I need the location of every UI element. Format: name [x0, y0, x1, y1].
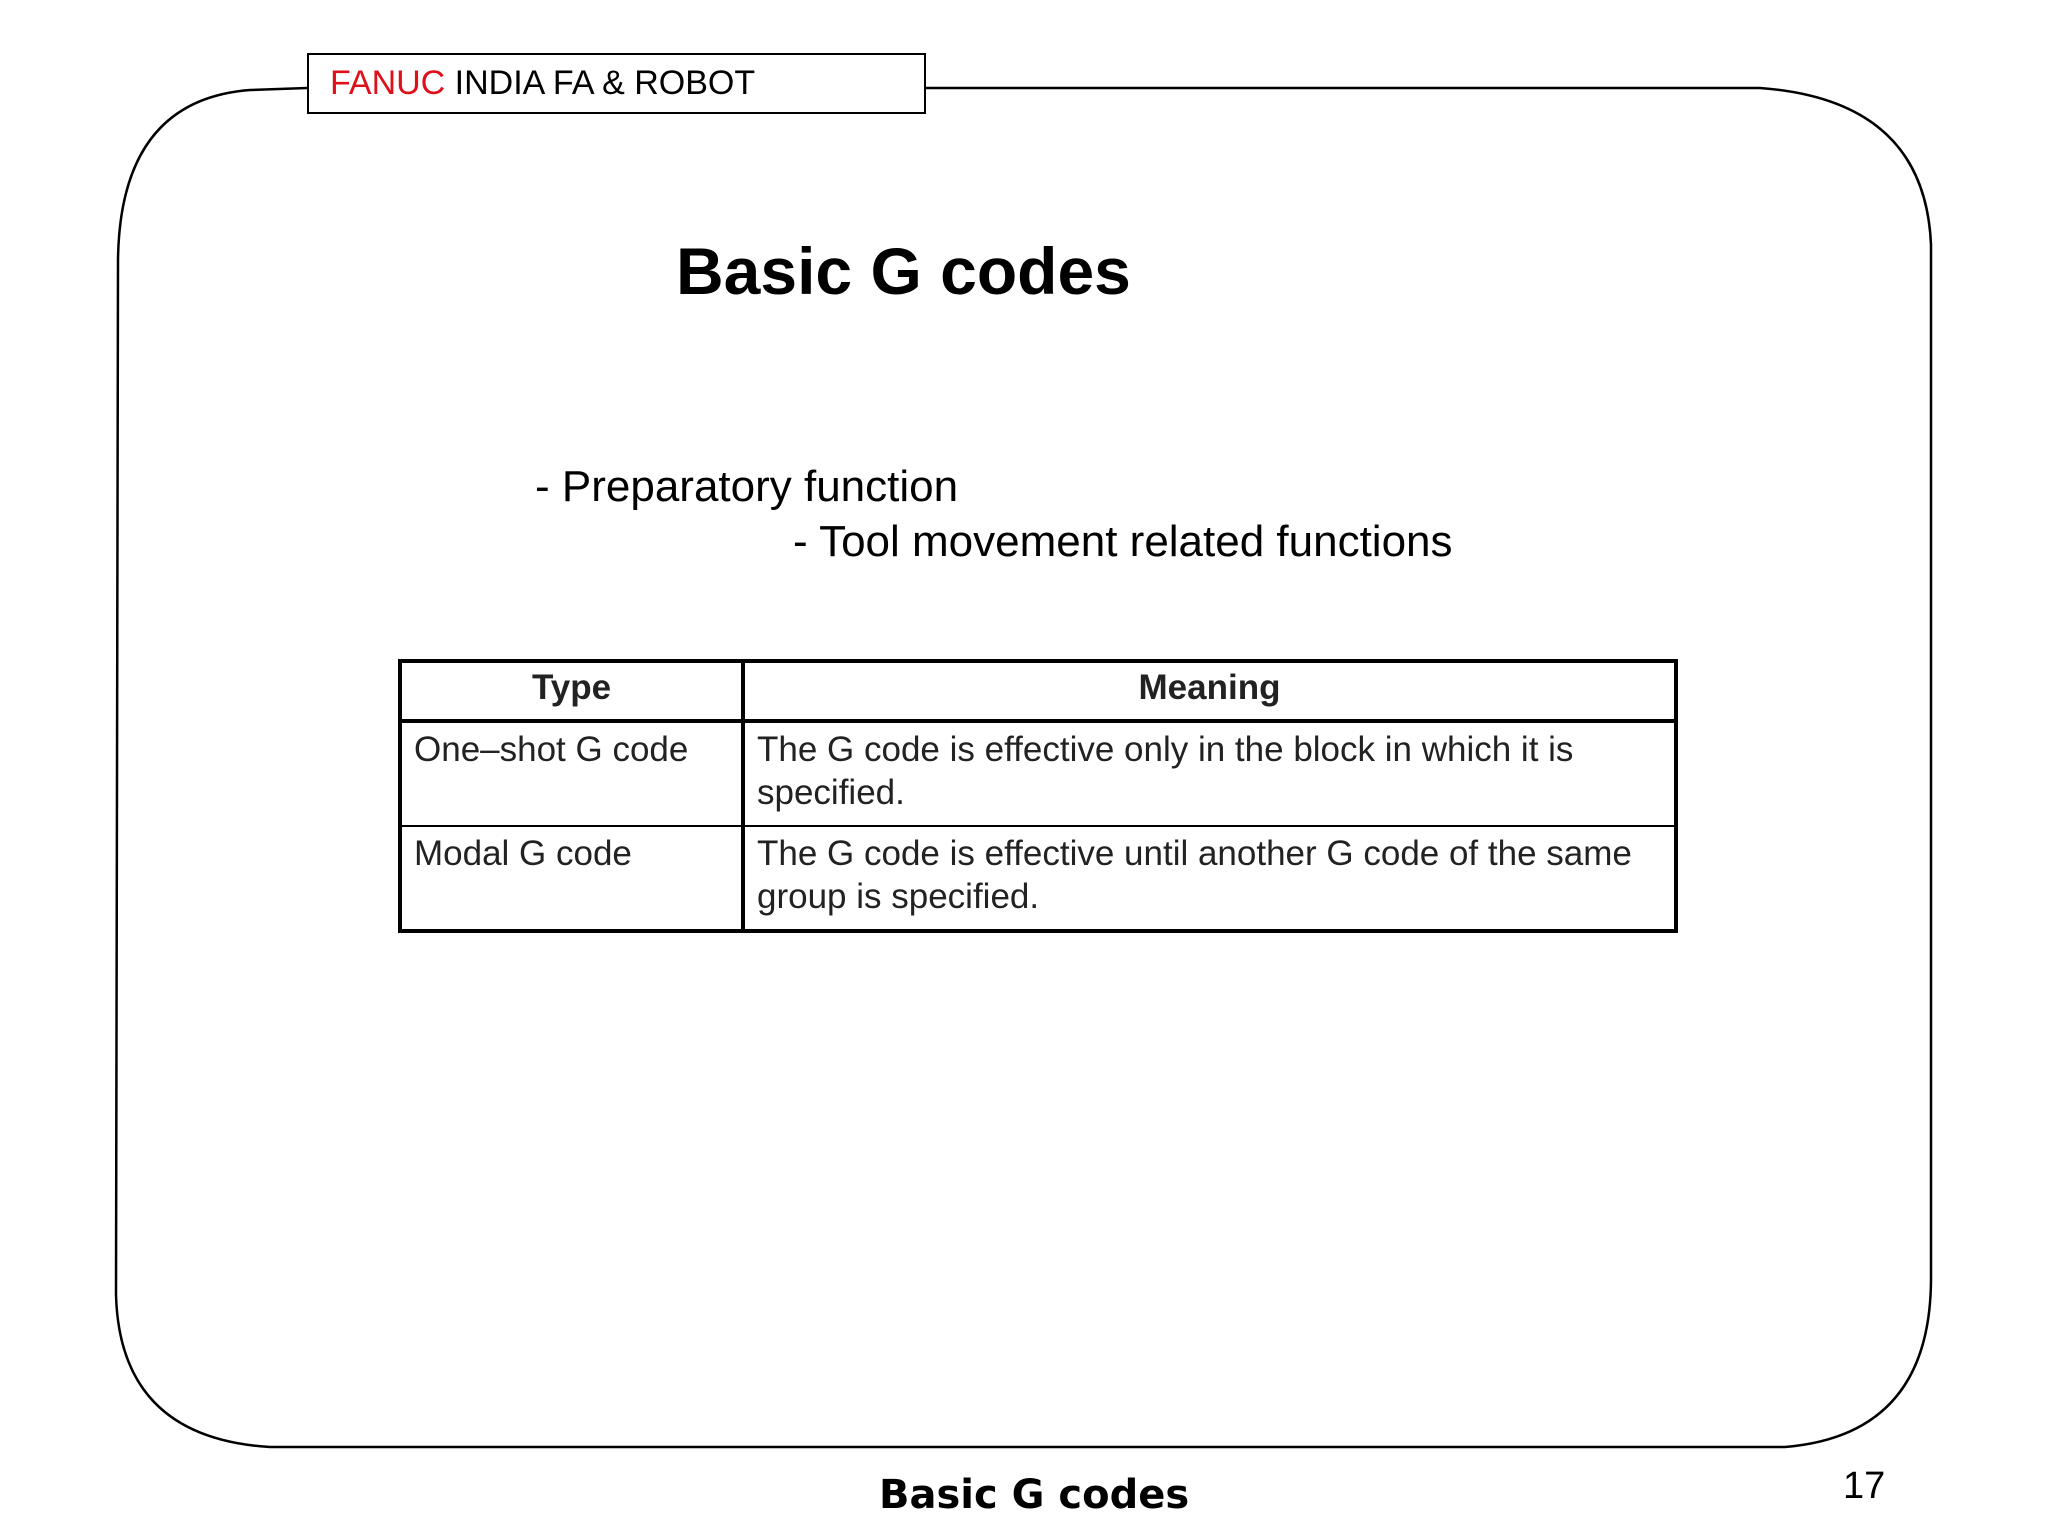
slide-title: Basic G codes	[676, 234, 1131, 308]
header-subtitle: INDIA FA & ROBOT	[445, 64, 756, 102]
table-cell-meaning: The G code is effective until another G code of the same group is specified.	[743, 826, 1676, 931]
table-cell-type: Modal G code	[400, 826, 743, 931]
header-brand: FANUC	[330, 64, 446, 102]
table-header-meaning: Meaning	[743, 661, 1676, 721]
bullet-preparatory-function: - Preparatory function	[535, 462, 959, 511]
table-row	[400, 826, 1676, 931]
table-cell-meaning: The G code is effective only in the block in which it is specified.	[743, 721, 1676, 826]
table-cell-type: One–shot G code	[400, 721, 743, 826]
bullet-tool-movement: - Tool movement related functions	[793, 517, 1453, 566]
g-code-table	[398, 659, 1678, 933]
table-row	[400, 721, 1676, 826]
page-number: 17	[1843, 1465, 1886, 1507]
table-header-type: Type	[400, 661, 743, 721]
header-banner	[307, 53, 926, 114]
footer-title: Basic G codes	[879, 1472, 1190, 1518]
table-header-row	[400, 661, 1676, 721]
